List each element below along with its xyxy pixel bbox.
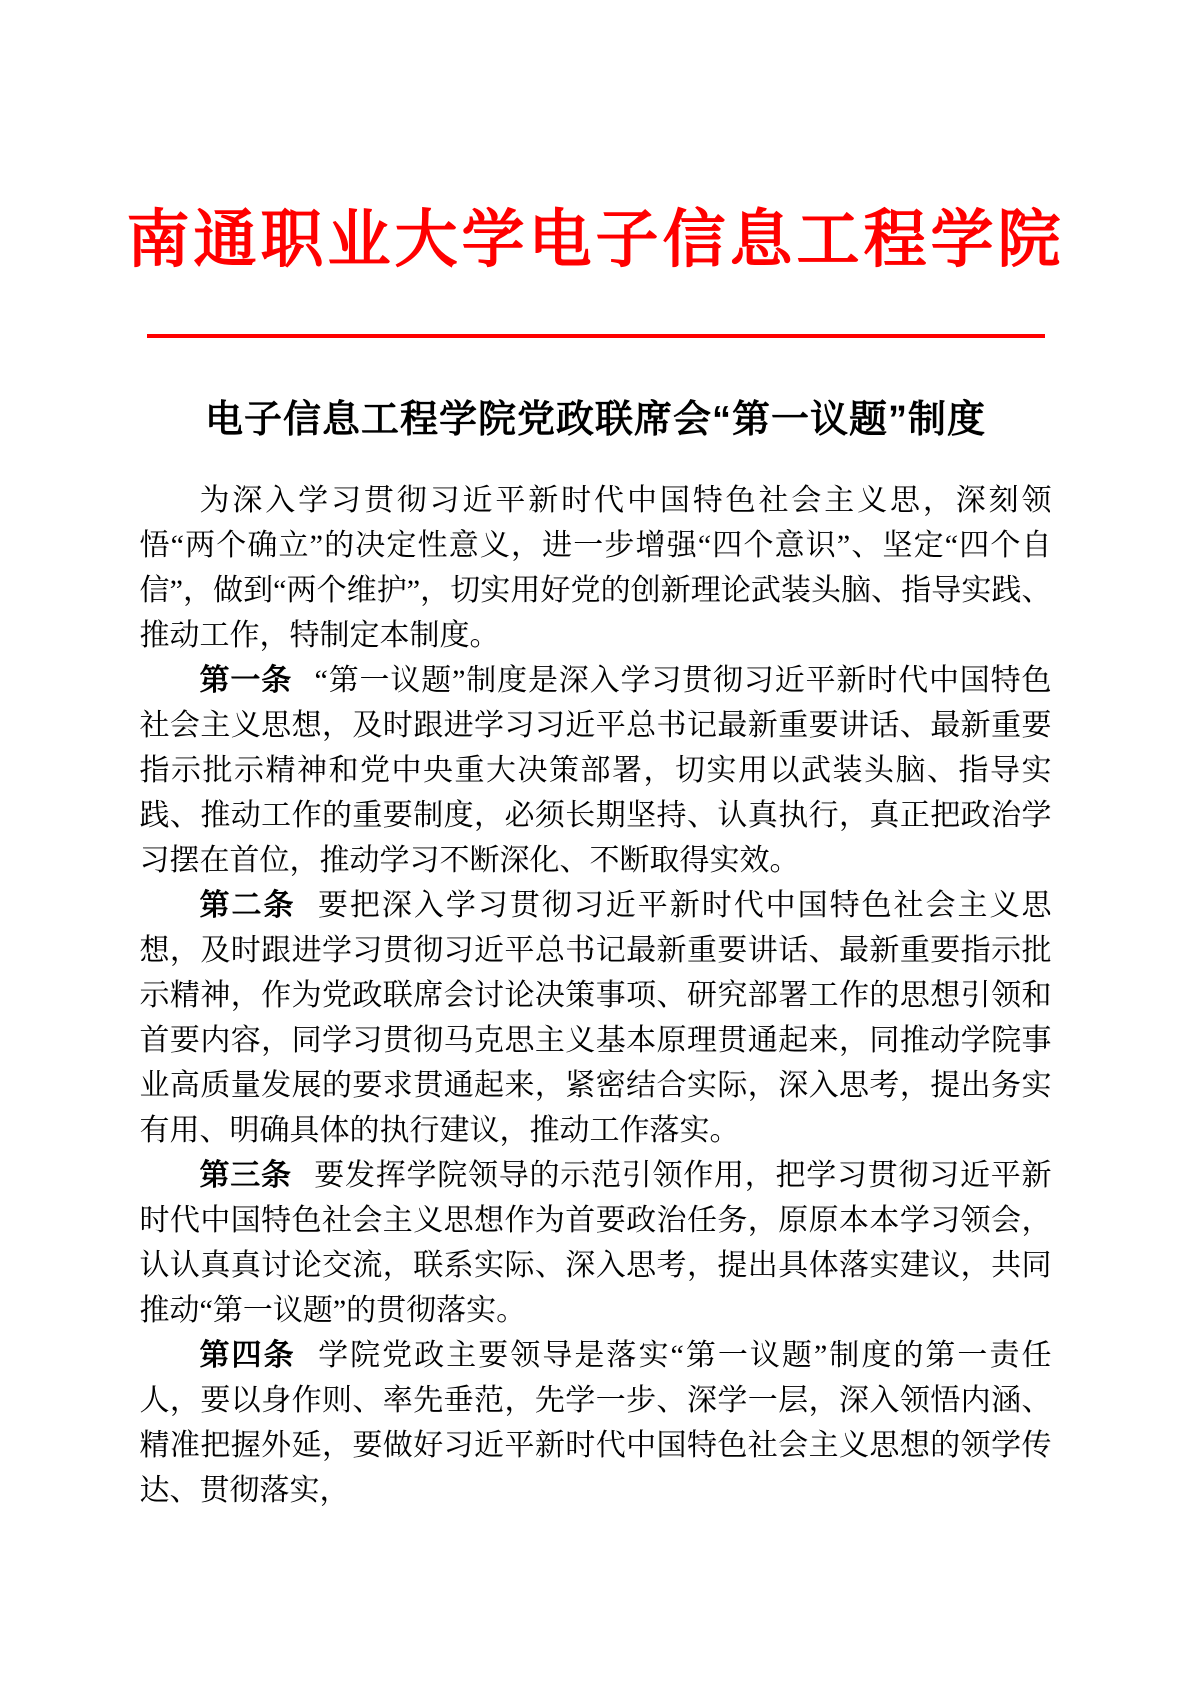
letterhead-title: 南通职业大学电子信息工程学院 <box>126 205 1065 275</box>
paragraph <box>140 478 1052 658</box>
article-label: 第一条 <box>199 664 293 697</box>
paragraph-text: 要发挥学院领导的示范引领作用，把学习贯彻习近平新时代中国特色社会主义思想作为首要政治任务，原原本本学习领会，认认真真讨论交流，联系实际、深入思考，提出具体落实建议，共同推动“第一议题”的贯彻落实。 <box>139 1159 1052 1327</box>
paragraph-text: 为深入学习贯彻习近平新时代中国特色社会主义思，深刻领悟“两个确立”的决定性意义，进一步增强“四个意识”、坚定“四个自信”，做到“两个维护”，切实用好党的创新理论武装头脑、指导实践、推动工作，特制定本制度。 <box>139 484 1052 652</box>
paragraph-text: 学院党政主要领导是落实“第一议题”制度的第一责任人，要以身作则、率先垂范，先学一步、深学一层，深入领悟内涵、精准把握外延，要做好习近平新时代中国特色社会主义思想的领学传达、贯彻落实， <box>139 1339 1052 1507</box>
paragraph-text: 要把深入学习贯彻习近平新时代中国特色社会主义思想，及时跟进学习贯彻习近平总书记最新重要讲话、最新重要指示批示精神，作为党政联席会讨论决策事项、研究部署工作的思想引领和首要内容，同学习贯彻马克思主义基本原理贯通起来，同推动学院事业高质量发展的要求贯通起来，紧密结合实际，深入思考，提出务实有用、明确具体的执行建议，推动工作落实。 <box>139 889 1052 1147</box>
paragraph <box>140 1333 1052 1513</box>
paragraph <box>140 883 1052 1153</box>
article-label: 第三条 <box>199 1159 292 1192</box>
paragraph-text: “第一议题”制度是深入学习贯彻习近平新时代中国特色社会主义思想，及时跟进学习习近平总书记最新重要讲话、最新重要指示批示精神和党中央重大决策部署，切实用以武装头脑、指导实践、推动工作的重要制度，必须长期坚持、认真执行，真正把政治学习摆在首位，推动学习不断深化、不断取得实效。 <box>139 664 1052 877</box>
document-title: 电子信息工程学院党政联席会“第一议题”制度 <box>204 399 986 441</box>
article-label: 第二条 <box>199 889 296 922</box>
paragraph <box>140 658 1052 883</box>
paragraph <box>140 1153 1052 1333</box>
red-divider-line <box>147 334 1045 338</box>
document-body <box>140 478 1052 1513</box>
article-label: 第四条 <box>199 1339 296 1372</box>
